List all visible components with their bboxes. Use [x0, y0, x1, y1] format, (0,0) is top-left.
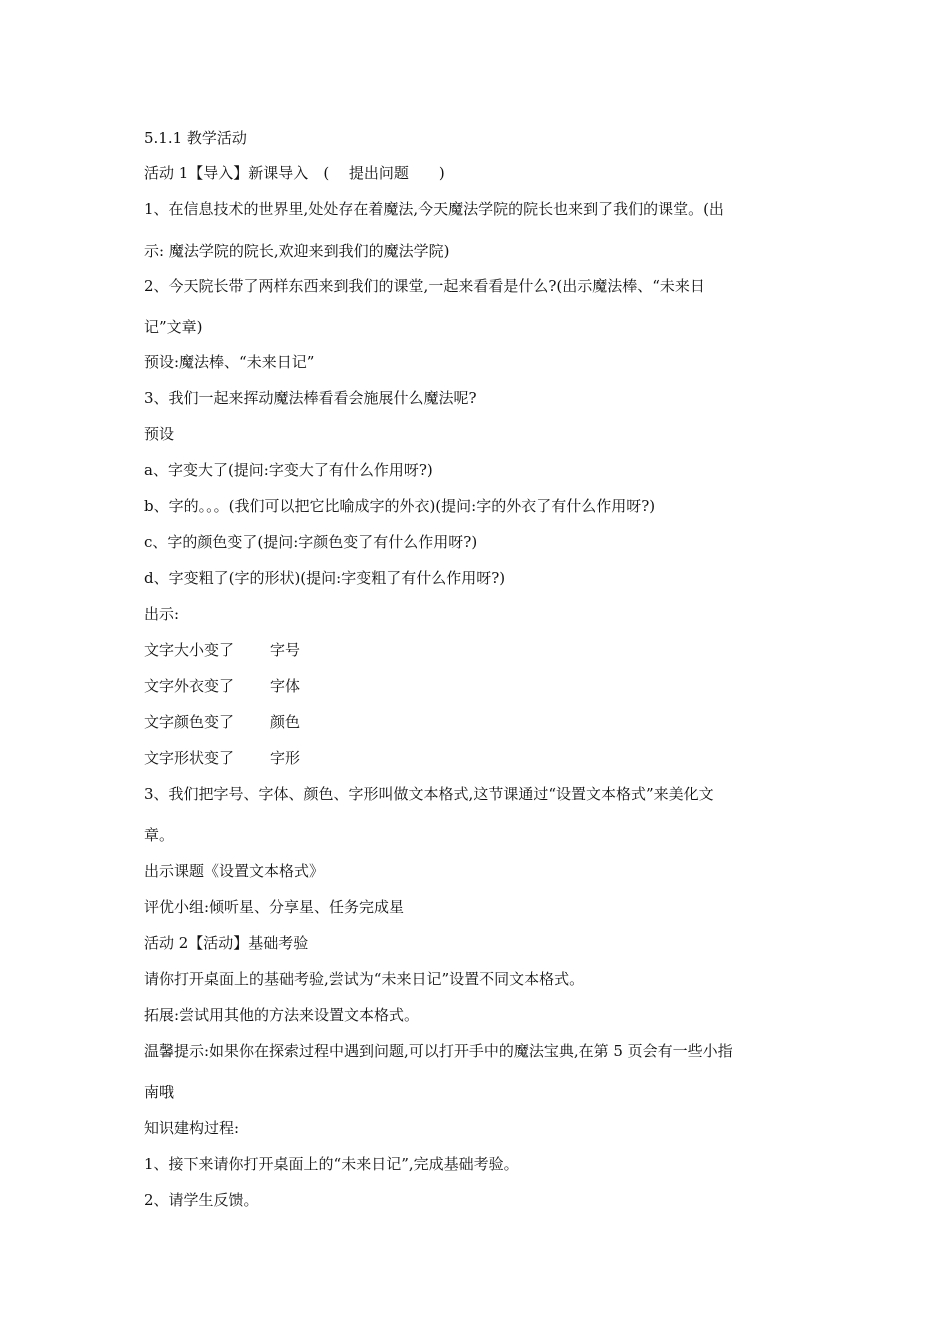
preset-label: 预设 [144, 425, 175, 443]
paragraph-4-line-2: 章。 [144, 826, 175, 844]
pair-left: 文字颜色变了 [144, 713, 235, 731]
pair-right: 颜色 [270, 713, 301, 731]
paragraph-4-line-1: 3、我们把字号、字体、颜色、字形叫做文本格式,这节课通过“设置文本格式”来美化文 [144, 785, 714, 803]
knowledge-label: 知识建构过程: [144, 1119, 240, 1137]
tip-line-1: 温馨提示:如果你在探索过程中遇到问题,可以打开手中的魔法宝典,在第 5 页会有一些小指 [144, 1042, 733, 1060]
topic-line: 出示课题《设置文本格式》 [144, 862, 325, 880]
knowledge-step-2: 2、请学生反馈。 [144, 1191, 259, 1209]
tip-line-2: 南哦 [144, 1083, 175, 1101]
knowledge-step-1: 1、接下来请你打开桌面上的“未来日记”,完成基础考验。 [144, 1155, 519, 1173]
groups-line: 评优小组:倾听星、分享星、任务完成星 [144, 898, 405, 916]
preset-line: 预设:魔法棒、“未来日记” [144, 353, 315, 371]
pair-row [144, 640, 301, 660]
activity-1-title: 活动 1【导入】新课导入 ( 提出问题 ) [144, 164, 445, 182]
task-line: 请你打开桌面上的基础考验,尝试为“未来日记”设置不同文本格式。 [144, 970, 585, 988]
activity-2-title: 活动 2【活动】基础考验 [144, 934, 309, 952]
show-label: 出示: [144, 605, 180, 623]
paragraph-2-line-2: 记”文章) [144, 318, 203, 336]
paragraph-3: 3、我们一起来挥动魔法棒看看会施展什么魔法呢? [144, 389, 477, 407]
list-item-c: c、字的颜色变了(提问:字颜色变了有什么作用呀?) [144, 533, 478, 551]
pair-row [144, 748, 301, 768]
list-item-d: d、字变粗了(字的形状)(提问:字变粗了有什么作用呀?) [144, 569, 506, 587]
pair-left: 文字形状变了 [144, 749, 235, 767]
pair-left: 文字外衣变了 [144, 677, 235, 695]
pair-right: 字形 [270, 749, 301, 767]
section-heading: 5.1.1 教学活动 [144, 129, 247, 147]
paragraph-1-line-1: 1、在信息技术的世界里,处处存在着魔法,今天魔法学院的院长也来到了我们的课堂。(出 [144, 200, 724, 218]
list-item-b: b、字的。。。(我们可以把它比喻成字的外衣)(提问:字的外衣了有什么作用呀?) [144, 497, 656, 515]
extend-line: 拓展:尝试用其他的方法来设置文本格式。 [144, 1006, 420, 1024]
pair-right: 字号 [270, 641, 301, 659]
pair-left: 文字大小变了 [144, 641, 235, 659]
pair-row [144, 712, 301, 732]
pair-right: 字体 [270, 677, 301, 695]
list-item-a: a、字变大了(提问:字变大了有什么作用呀?) [144, 461, 433, 479]
paragraph-2-line-1: 2、今天院长带了两样东西来到我们的课堂,一起来看看是什么?(出示魔法棒、“未来日 [144, 277, 705, 295]
paragraph-1-line-2: 示: 魔法学院的院长,欢迎来到我们的魔法学院) [144, 242, 450, 260]
pair-row [144, 676, 301, 696]
